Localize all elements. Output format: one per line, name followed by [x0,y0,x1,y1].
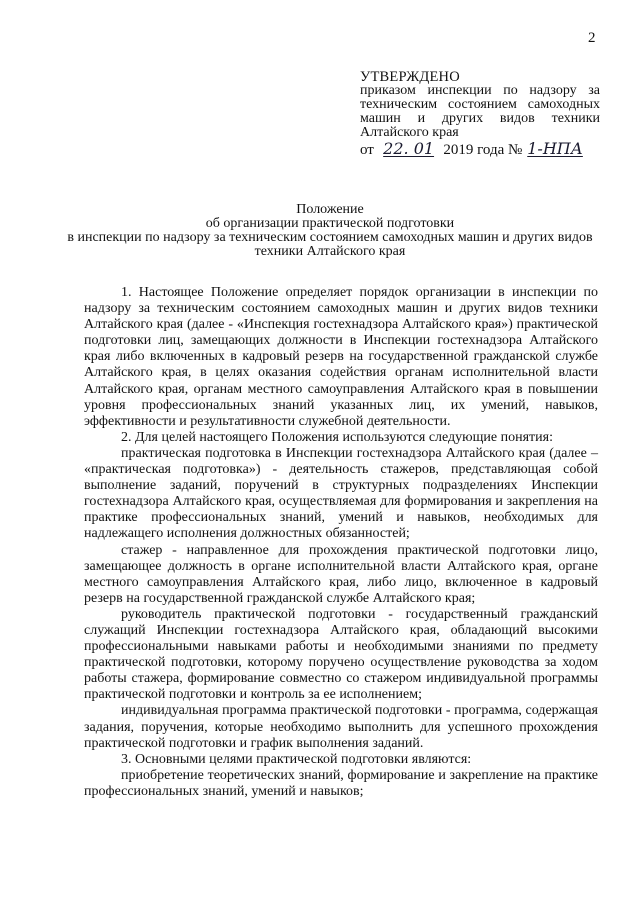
handwritten-date: 22. 01 [383,139,435,158]
paragraph: руководитель практической подготовки - государственный гражданский служащий Инспекции гостехнадзора Алтайского края, обладающий высокими профессиональными навыками работы и необходимыми знаниями по предмету практической подготовки, которому поручено осуществление руководства за ходом работы стажера, формирование совместно со стажером индивидуальной программы практической подготовки и контроль за ее исполнением; [84,606,598,703]
title-line-2: об организации практической подготовки [205,216,455,231]
year-text: 2019 года № [443,142,523,158]
document-title [60,203,600,259]
paragraph: приобретение теоретических знаний, формирование и закрепление на практике профессиональных знаний, умений и навыков; [84,767,598,799]
order-date-line [360,139,600,158]
paragraph: 2. Для целей настоящего Положения используются следующие понятия: [121,429,553,445]
paragraph: 3. Основными целями практической подготовки являются: [121,751,472,767]
paragraph: стажер - направленное для прохождения практической подготовки лицо, замещающее должность в органе исполнительной власти Алтайского края, органе местного самоуправления Алтайского края, либо лицо, включенное в кадровый резерв на государственной гражданской службе Алтайского края; [84,542,598,606]
title-line-1: Положение [296,202,364,217]
order-text: приказом инспекции по надзору за техническим состоянием самоходных машин и других видов техники Алтайского края [360,83,600,140]
paragraph: 1. Настоящее Положение определяет порядок организации в инспекции по надзору за техническим состоянием самоходных машин и других видов техники Алтайского края (далее - «Инспекция гостехнадзора Алтайского края») практической подготовки лиц, замещающих должности в Инспекции гостехнадзора Алтайского края либо включенных в кадровый резерв на государственной гражданской службе Алтайского края, в целях оказания содействия органам исполнительной власти Алтайского края, органам местного самоуправления Алтайского края в повышении уровня профессиональных знаний указанных лиц, их умений, навыков, эффективности и результативности служебной деятельности. [84,285,598,429]
paragraph: практическая подготовка в Инспекции гостехнадзора Алтайского края (далее – «практическая подготовка») - деятельность стажеров, представляющая собой выполнение заданий, поручений в структурных подразделениях Инспекции гостехнадзора Алтайского края, осуществляемая для формирования и закрепления на практике профессиональных знаний, умений и навыков, необходимых для надлежащего исполнения должностных обязанностей; [84,445,598,542]
paragraph: индивидуальная программа практической подготовки - программа, содержащая задания, поручения, которые необходимо выполнить для успешного прохождения практической подготовки и график выполнения заданий. [84,703,598,751]
approved-heading: УТВЕРЖДЕНО [360,69,460,85]
title-line-3: в инспекции по надзору за техническим состоянием самоходных машин и других видов техники Алтайского края [67,230,593,259]
page-number: 2 [588,30,596,46]
approval-stamp [360,70,600,157]
document-body [84,285,598,800]
handwritten-order-number: 1-НПА [527,139,583,158]
date-prefix: от [360,142,374,158]
